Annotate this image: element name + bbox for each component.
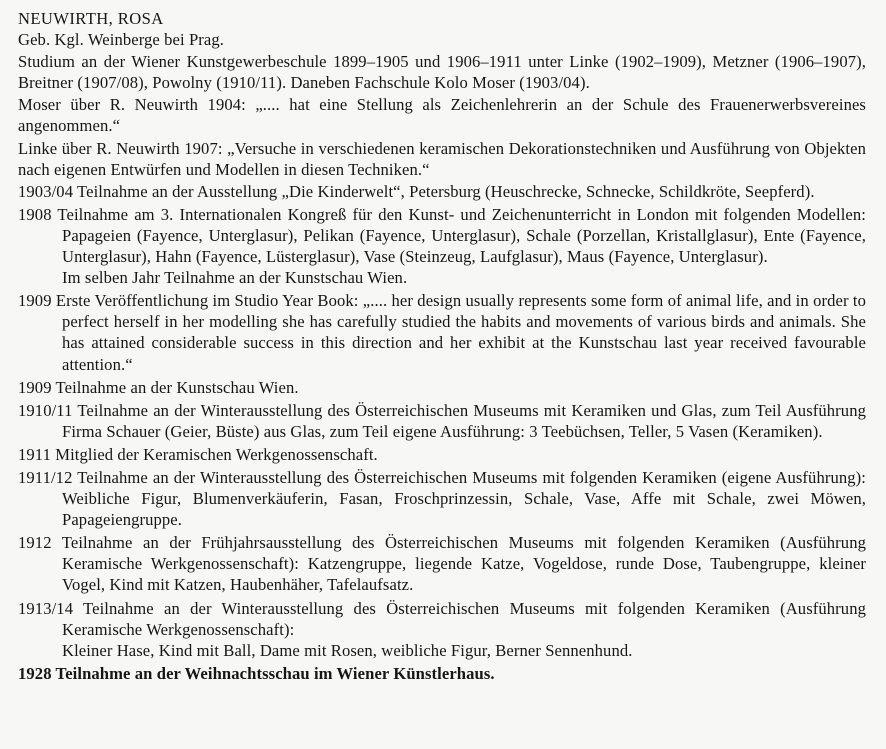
chronology-entry [18, 181, 866, 202]
entry-year: 1913/14 [18, 598, 74, 618]
chronology-entry [18, 400, 866, 442]
entry-text: Teilnahme an der Weihnachtsschau im Wiener Künstlerhaus. [55, 663, 495, 683]
entry-text: Teilnahme an der Kunstschau Wien. [55, 377, 299, 397]
entry-year: 1911 [18, 444, 51, 464]
chronology-entry [18, 204, 866, 267]
entry-year: 1908 [18, 204, 52, 224]
entry-text: Erste Veröffentlichung im Studio Year Book: „.... her design usually represents some form of animal life, and in order to perfect herself in her modelling she has carefully studied the habits and movements of various birds and animals. She has attained considerable success in this direction and her exhibit at the Kunstschau last year received favourable attention.“ [55, 291, 866, 374]
entry-text: Teilnahme an der Winterausstellung des Österreichischen Museums mit Keramiken und Glas, zum Teil Ausführung Firma Schauer (Geier, Büste) aus Glas, zum Teil eigene Ausführung: 3 Teebüchsen, Teller, 5 Vasen (Keramiken). [62, 400, 866, 441]
entry-year: 1928 [18, 663, 52, 683]
entry-subline: Kleiner Hase, Kind mit Ball, Dame mit Rosen, weibliche Figur, Berner Sennenhund. [62, 640, 633, 660]
birthplace-line: Geb. Kgl. Weinberge bei Prag. [18, 30, 225, 50]
chronology-entry [18, 444, 866, 465]
chronology-entry [18, 532, 866, 595]
artist-name: NEUWIRTH, ROSA [18, 9, 164, 28]
entry-year: 1910/11 [18, 400, 73, 420]
entry-text: Teilnahme an der Ausstellung „Die Kinderwelt“, Petersburg (Heuschrecke, Schnecke, Schildkröte, Seepferd). [77, 181, 815, 201]
chronology-entry [18, 377, 866, 398]
chronology-entry [18, 598, 866, 640]
chronology-entry [18, 663, 866, 684]
entry-year: 1912 [18, 533, 52, 553]
entry-year: 1903/04 [18, 181, 74, 201]
linke-quote-paragraph: Linke über R. Neuwirth 1907: „Versuche in verschiedenen keramischen Dekorationstechniken und Ausführung von Objekten nach eigenen Entwürfen und Modellen in diesen Techniken.“ [18, 138, 866, 179]
chronology-entry [18, 290, 866, 374]
moser-quote-paragraph: Moser über R. Neuwirth 1904: „.... hat eine Stellung als Zeichenlehrerin an der Schule des Frauenerwerbsvereines angenommen.“ [18, 95, 866, 136]
entry-year: 1911/12 [18, 467, 73, 487]
entry-text: Teilnahme am 3. Internationalen Kongreß für den Kunst- und Zeichenunterricht in London mit folgenden Modellen: Papageien (Fayence, Unterglasur), Pelikan (Fayence, Unterglasur), Schale (Porzellan, Kristallglasur), Ente (Fayence, Unterglasur), Hahn (Fayence, Lüsterglasur), Vase (Steinzeug, Laufglasur), Maus (Fayence, Unterglasur). [57, 204, 867, 267]
education-paragraph: Studium an der Wiener Kunstgewerbeschule 1899–1905 und 1906–1911 unter Linke (1902–1909), Metzner (1906–1907), Breitner (1907/08), Powolny (1910/11). Daneben Fachschule Kolo Moser (1903/04). [18, 52, 866, 93]
entry-subline: Im selben Jahr Teilnahme an der Kunstschau Wien. [62, 268, 408, 288]
entry-text: Teilnahme an der Frühjahrsausstellung des Österreichischen Museums mit folgenden Keramiken (Ausführung Keramische Werkgenossenschaft): Katzengruppe, liegende Katze, Vogeldose, runde Dose, Taubengruppe, kleiner Vogel, Kind mit Katzen, Haubenhäher, Tafelaufsatz. [61, 533, 866, 595]
chronology-entry [18, 467, 866, 530]
entry-text: Teilnahme an der Winterausstellung des Österreichischen Museums mit folgenden Keramiken (Ausführung Keramische Werkgenossenschaft): [62, 598, 866, 639]
entry-text: Mitglied der Keramischen Werkgenossenschaft. [55, 444, 378, 464]
entry-text: Teilnahme an der Winterausstellung des Österreichischen Museums mit folgenden Keramiken (eigene Ausführung): Weibliche Figur, Blumenverkäuferin, Fasan, Froschprinzessin, Schale, Vase, Affe mit Schale, zwei Möwen, Papageiengruppe. [62, 467, 866, 530]
entry-year: 1909 [18, 377, 52, 397]
entry-year: 1909 [18, 291, 52, 311]
